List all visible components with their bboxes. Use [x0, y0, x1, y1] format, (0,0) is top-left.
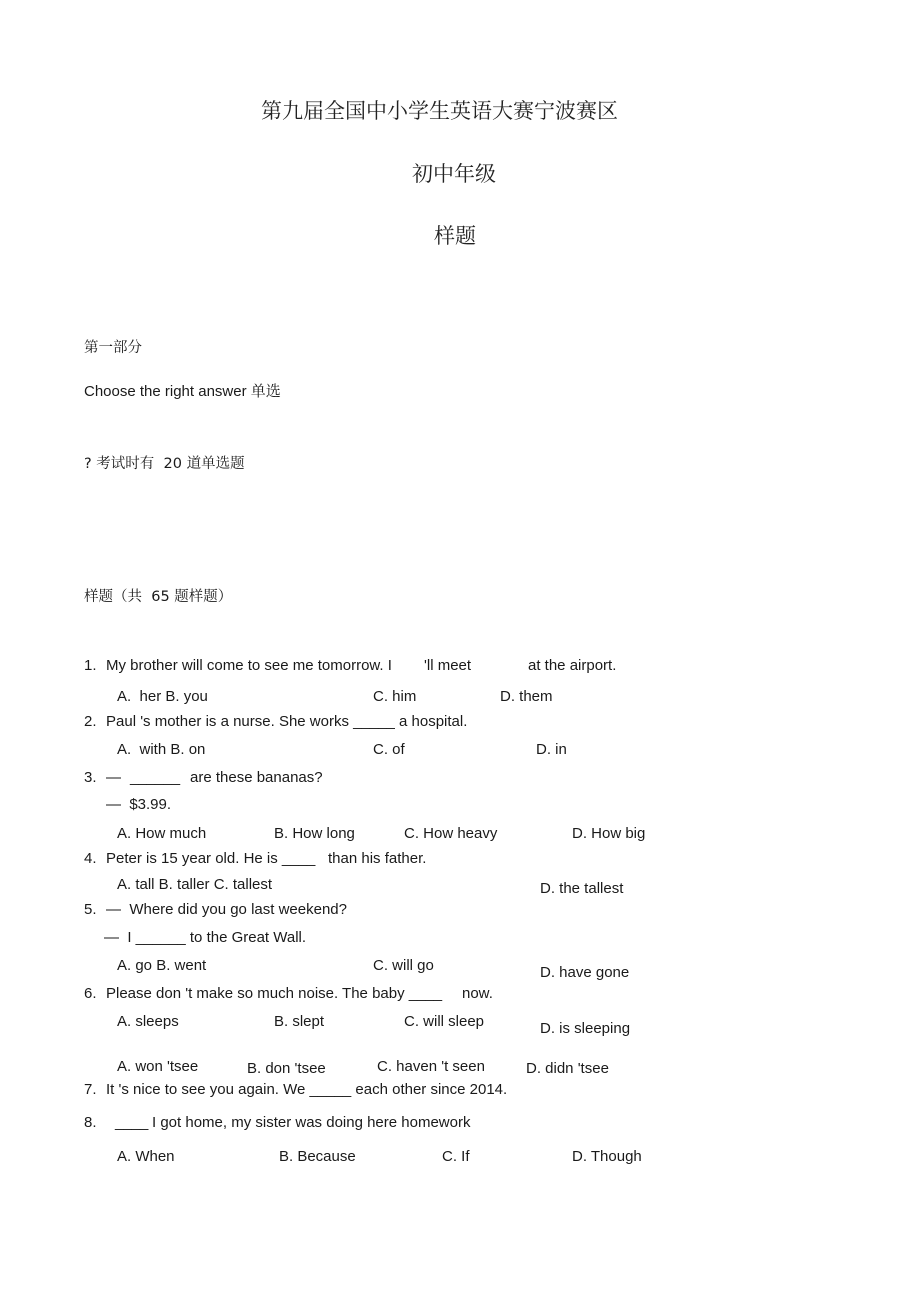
dialog-reply: — I ______ to the Great Wall. — [104, 929, 307, 946]
option-ab: A. go B. went — [117, 957, 207, 974]
option-a: A. How much — [117, 825, 207, 842]
option-a: A. sleeps — [117, 1013, 179, 1030]
option-c: C. will sleep — [404, 1013, 485, 1030]
option-b: B. How long — [274, 825, 355, 842]
section-part-label: 第一部分 — [84, 340, 142, 356]
option-c: C. If — [442, 1148, 470, 1165]
question-stem: Paul 's mother is a nurse. She works _____ a hospital. — [106, 713, 468, 730]
option-ab: A. with B. on — [117, 741, 206, 758]
question-number: 1. — [84, 657, 97, 674]
option-d: D. them — [500, 688, 553, 705]
question-number: 6. — [84, 985, 97, 1002]
answer-blank: ______ — [130, 769, 181, 786]
question-stem: at the airport. — [528, 657, 617, 674]
page-title: 第九届全国中小学生英语大赛宁波赛区 — [261, 99, 618, 123]
option-d: D. have gone — [540, 964, 630, 981]
option-d: D. is sleeping — [540, 1020, 631, 1037]
question-stem: than his father. — [328, 850, 427, 867]
question-number: 2. — [84, 713, 97, 730]
dialog-reply: — $3.99. — [106, 796, 172, 813]
option-a: A. won 'tsee — [117, 1058, 199, 1075]
section-instruction: Choose the right answer 单选 — [84, 383, 281, 400]
option-c: C. How heavy — [404, 825, 498, 842]
question-stem: 'll meet — [424, 657, 472, 674]
answer-blank: ____ — [115, 1114, 149, 1131]
option-b: B. slept — [274, 1013, 325, 1030]
question-stem: My brother will come to see me tomorrow. I — [106, 657, 392, 674]
option-c: C. of — [373, 741, 405, 758]
option-d: D. Though — [572, 1148, 642, 1165]
grade-heading: 初中年级 — [412, 162, 496, 186]
dialog-dash: — — [106, 769, 121, 786]
option-c: C. him — [373, 688, 417, 705]
question-number: 4. — [84, 850, 97, 867]
question-stem: Please don 't make so much noise. The baby ____ — [106, 985, 443, 1002]
option-a: A. When — [117, 1148, 175, 1165]
section-note: ? 考试时有 20 道单选题 — [84, 456, 245, 472]
question-number: 8. — [84, 1114, 97, 1131]
option-d: D. the tallest — [540, 880, 624, 897]
option-d: D. in — [536, 741, 567, 758]
subtitle-heading: 样题 — [434, 224, 476, 248]
option-c: C. will go — [373, 957, 434, 974]
option-b: B. don 'tsee — [247, 1060, 326, 1077]
question-stem: Peter is 15 year old. He is ____ — [106, 850, 316, 867]
option-ab: A. her B. you — [117, 688, 208, 705]
question-stem: are these bananas? — [190, 769, 323, 786]
option-b: B. Because — [279, 1148, 356, 1165]
question-number: 5. — [84, 901, 97, 918]
option-d: D. How big — [572, 825, 646, 842]
option-abc: A. tall B. taller C. tallest — [117, 876, 273, 893]
question-stem: now. — [462, 985, 493, 1002]
option-d: D. didn 'tsee — [526, 1060, 609, 1077]
option-c: C. haven 't seen — [377, 1058, 485, 1075]
sample-count: 样题（共 65 题样题） — [84, 589, 233, 605]
question-number: 3. — [84, 769, 97, 786]
question-stem: It 's nice to see you again. We _____ each other since 2014. — [106, 1081, 508, 1098]
question-number: 7. — [84, 1081, 97, 1098]
question-stem: I got home, my sister was doing here homework — [152, 1114, 471, 1131]
question-stem: — Where did you go last weekend? — [106, 901, 347, 918]
